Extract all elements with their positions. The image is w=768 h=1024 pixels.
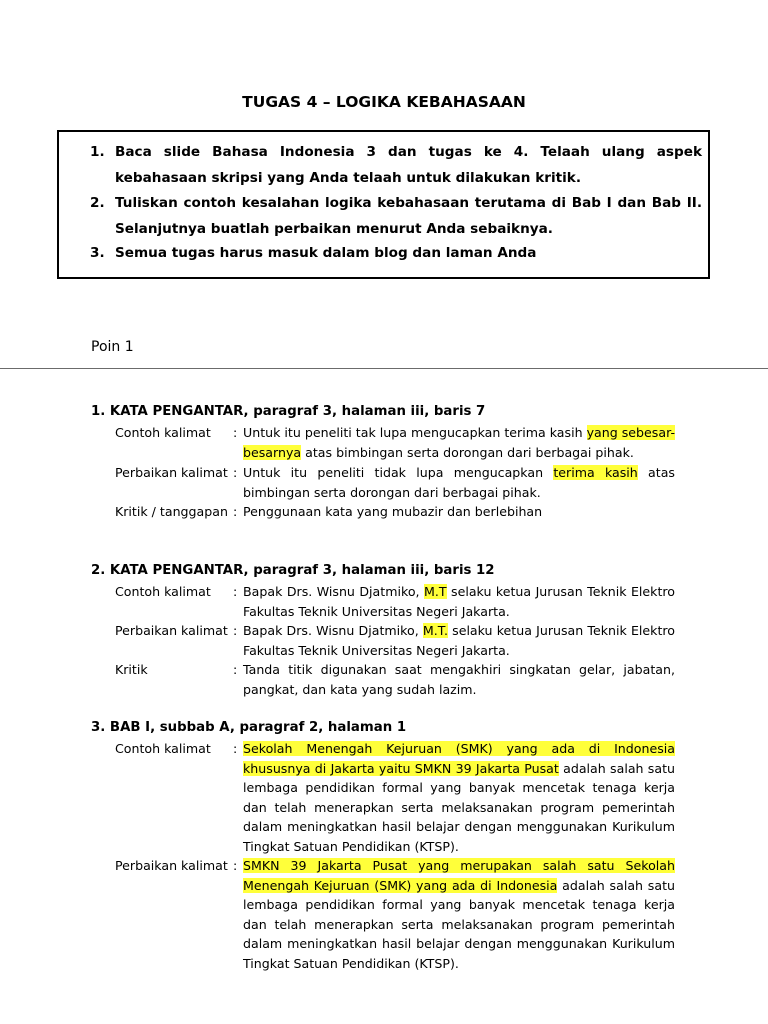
text-segment: Bapak Drs. Wisnu Djatmiko,: [243, 584, 424, 599]
section-heading: 1. KATA PENGANTAR, paragraf 3, halaman iii, baris 7: [91, 404, 486, 419]
highlighted-text: M.T: [424, 584, 447, 599]
highlighted-text: M.T.: [422, 623, 448, 638]
text-segment: Untuk itu peneliti tidak lupa mengucapkan: [243, 465, 554, 480]
text-segment: selaku ketua Jurusan Teknik Elektro Fakultas Teknik Universitas Negeri Jakarta.: [243, 584, 676, 619]
poin-label: Poin 1: [91, 339, 134, 355]
row-colon: :: [233, 425, 238, 440]
highlighted-text: Sekolah Menengah Kejuruan (SMK) yang ada di Indonesia khususnya di Jakarta yaitu SMKN 39 Jakarta Pusat: [243, 741, 675, 776]
text-segment: atas bimbingan serta dorongan dari berbagai pihak.: [301, 444, 634, 460]
text-segment: selaku ketua Jurusan Teknik Elektro Fakultas Teknik Universitas Negeri Jakarta.: [243, 623, 675, 658]
row-colon: :: [233, 858, 238, 873]
task-text: Tuliskan contoh kesalahan logika kebahasaan terutama di Bab I dan Bab II. Selanjutnya buatlah perbaikan menurut Anda sebaiknya.: [115, 195, 702, 237]
row-value: [243, 423, 675, 462]
text-segment: adalah salah satu lembaga pendidikan formal yang banyak mencetak tenaga kerja dan telah menerapkan serta melaksanakan program pemerintah dalam meningkatkan hasil belajar dengan menggunakan Kurikulum Tingkat Satuan Pendidikan (KTSP).: [243, 760, 675, 854]
row-colon: :: [233, 584, 238, 599]
task-text: Baca slide Bahasa Indonesia 3 dan tugas ke 4. Telaah ulang aspek kebahasaan skripsi yang Anda telaah untuk dilakukan kritik.: [115, 144, 702, 186]
task-number: 1.: [90, 144, 105, 160]
row-value: [243, 621, 675, 660]
section-heading: 3. BAB I, subbab A, paragraf 2, halaman 1: [91, 720, 407, 735]
row-label: Contoh kalimat: [115, 584, 211, 599]
row-label: Perbaikan kalimat: [115, 465, 228, 480]
text-segment: Bapak Drs. Wisnu Djatmiko,: [243, 623, 423, 638]
row-label: Perbaikan kalimat: [115, 858, 228, 873]
row-colon: :: [233, 662, 238, 677]
row-label: Kritik: [115, 662, 148, 677]
row-colon: :: [233, 623, 238, 638]
divider-line: [0, 368, 768, 369]
text-segment: atas bimbingan serta dorongan dari berbagai pihak.: [243, 465, 675, 500]
task-number: 2.: [90, 195, 105, 211]
row-label: Perbaikan kalimat: [115, 623, 228, 638]
task-text: Semua tugas harus masuk dalam blog dan laman Anda: [115, 245, 537, 261]
text-segment: Untuk itu peneliti tak lupa mengucapkan terima kasih: [243, 425, 587, 440]
row-value: [243, 582, 675, 621]
row-value: [243, 856, 675, 973]
row-colon: :: [233, 504, 238, 519]
row-value: [243, 660, 675, 699]
row-label: Contoh kalimat: [115, 425, 211, 440]
highlighted-text: terima kasih: [553, 465, 638, 480]
row-colon: :: [233, 465, 238, 480]
row-value: [243, 463, 675, 502]
text-segment: Penggunaan kata yang mubazir dan berlebihan: [243, 504, 543, 519]
task-number: 3.: [90, 245, 105, 261]
row-label: Contoh kalimat: [115, 741, 211, 756]
task-item: [90, 140, 702, 191]
task-item: [90, 191, 702, 242]
document-title: TUGAS 4 – LOGIKA KEBAHASAAN: [242, 93, 526, 111]
row-colon: :: [233, 741, 238, 756]
section-heading: 2. KATA PENGANTAR, paragraf 3, halaman iii, baris 12: [91, 563, 495, 578]
text-segment: Tanda titik digunakan saat mengakhiri singkatan gelar, jabatan, pangkat, dan kata yang sudah lazim.: [243, 662, 675, 697]
highlighted-text: SMKN 39 Jakarta Pusat yang merupakan salah satu Sekolah Menengah Kejuruan (SMK) yang ada di Indonesia: [243, 858, 675, 893]
text-segment: adalah salah satu lembaga pendidikan formal yang banyak mencetak tenaga kerja dan telah menerapkan serta melaksanakan program pemerintah dalam meningkatkan hasil belajar dengan menggunakan Kurikulum Tingkat Satuan Pendidikan (KTSP).: [243, 877, 676, 971]
row-label: Kritik / tanggapan: [115, 504, 228, 519]
highlighted-text: yang sebesar-besarnya: [243, 425, 675, 460]
row-value: [243, 502, 675, 522]
row-value: [243, 739, 675, 856]
task-item: [90, 241, 702, 267]
